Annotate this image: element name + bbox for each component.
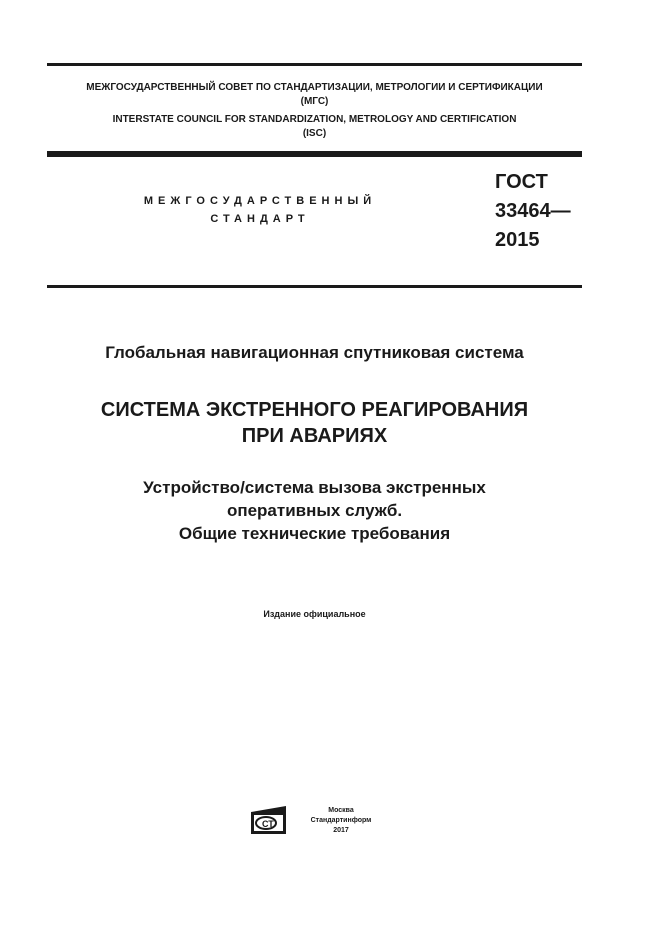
subtitle-line1: Устройство/система вызова экстренных (143, 478, 486, 497)
edition-note: Издание официальное (263, 609, 366, 619)
gost-prefix: ГОСТ (495, 171, 548, 193)
publisher-info (296, 806, 386, 836)
gost-year: 2015 (495, 229, 540, 251)
publisher-year: 2017 (333, 827, 349, 834)
subtitle-line2: оперативных служб. (226, 501, 403, 520)
council-abbr-en: (ISC) (302, 128, 327, 139)
standard-type-line2: СТАНДАРТ (210, 213, 310, 225)
standard-type-line1: МЕЖГОСУДАРСТВЕННЫЙ (143, 195, 377, 207)
header-rule (47, 151, 582, 157)
top-rule (47, 63, 582, 66)
main-title-line2: ПРИ АВАРИЯХ (241, 425, 388, 447)
publisher-city: Москва (328, 807, 354, 814)
subtitle-line3: Общие технические требования (178, 524, 451, 543)
standartinform-logo-icon (249, 804, 288, 836)
subject-title: Глобальная навигационная спутниковая система (105, 343, 524, 362)
gost-designation (495, 168, 571, 255)
council-abbr-ru: (МГС) (300, 96, 329, 107)
council-name-en: INTERSTATE COUNCIL FOR STANDARDIZATION, METROLOGY AND CERTIFICATION (112, 114, 517, 125)
publisher-name: Стандартинформ (310, 817, 372, 824)
title-rule (47, 285, 582, 288)
main-title-line1: СИСТЕМА ЭКСТРЕННОГО РЕАГИРОВАНИЯ (100, 399, 529, 421)
gost-number: 33464— (495, 200, 571, 222)
council-name-ru: МЕЖГОСУДАРСТВЕННЫЙ СОВЕТ ПО СТАНДАРТИЗАЦИИ, МЕТРОЛОГИИ И СЕРТИФИКАЦИИ (86, 82, 543, 93)
svg-text:СТ: СТ (262, 819, 274, 829)
